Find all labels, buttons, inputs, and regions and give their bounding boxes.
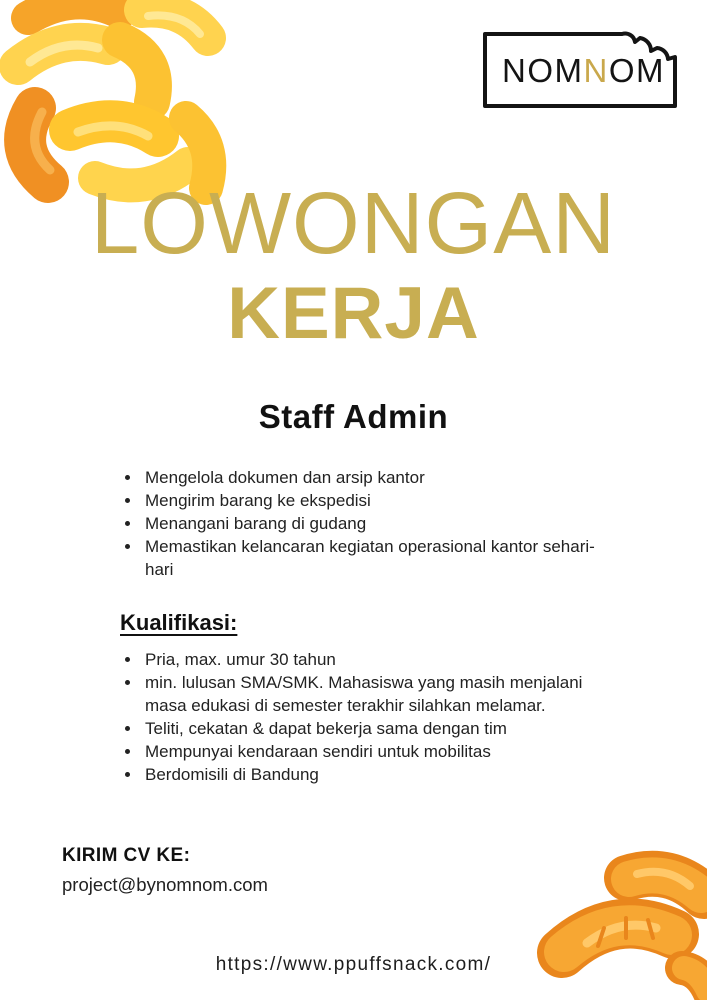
contact-section bbox=[62, 845, 268, 896]
qualification-item: • min. lulusan SMA/SMK. Mahasiswa yang masih menjalani masa edukasi di semester terakhir silahkan melamar. bbox=[142, 671, 617, 717]
duty-item: • Mengirim barang ke ekspedisi bbox=[142, 489, 617, 512]
contact-email: project@bynomnom.com bbox=[62, 874, 268, 895]
qualifications-heading: Kualifikasi: bbox=[120, 610, 238, 635]
poster-headline bbox=[0, 175, 707, 354]
qualification-item: • Mempunyai kendaraan sendiri untuk mobilitas bbox=[142, 740, 617, 763]
qualification-item: • Berdomisili di Bandung bbox=[142, 763, 617, 786]
send-cv-label: KIRIM CV KE: bbox=[62, 845, 191, 866]
qualifications-list bbox=[122, 648, 617, 786]
logo-gold-letter: N bbox=[583, 52, 609, 89]
duties-list bbox=[122, 466, 617, 581]
headline-line1: LOWONGAN bbox=[90, 175, 617, 272]
qualification-item: • Pria, max. umur 30 tahun bbox=[142, 648, 617, 671]
logo-text: NOMNOM bbox=[502, 52, 666, 89]
nomnom-logo bbox=[478, 27, 682, 113]
qualification-item: • Teliti, cekatan & dapat bekerja sama dengan tim bbox=[142, 717, 617, 740]
duty-item: • Menangani barang di gudang bbox=[142, 512, 617, 535]
website-url: https://www.ppuffsnack.com/ bbox=[215, 954, 492, 975]
job-title: Staff Admin bbox=[258, 398, 449, 435]
duty-item: • Mengelola dokumen dan arsip kantor bbox=[142, 466, 617, 489]
duty-item: • Memastikan kelancaran kegiatan operasional kantor sehari-hari bbox=[142, 535, 617, 581]
snack-crescents-illustration-bottom-right bbox=[532, 848, 707, 1000]
headline-line2: KERJA bbox=[227, 273, 480, 354]
